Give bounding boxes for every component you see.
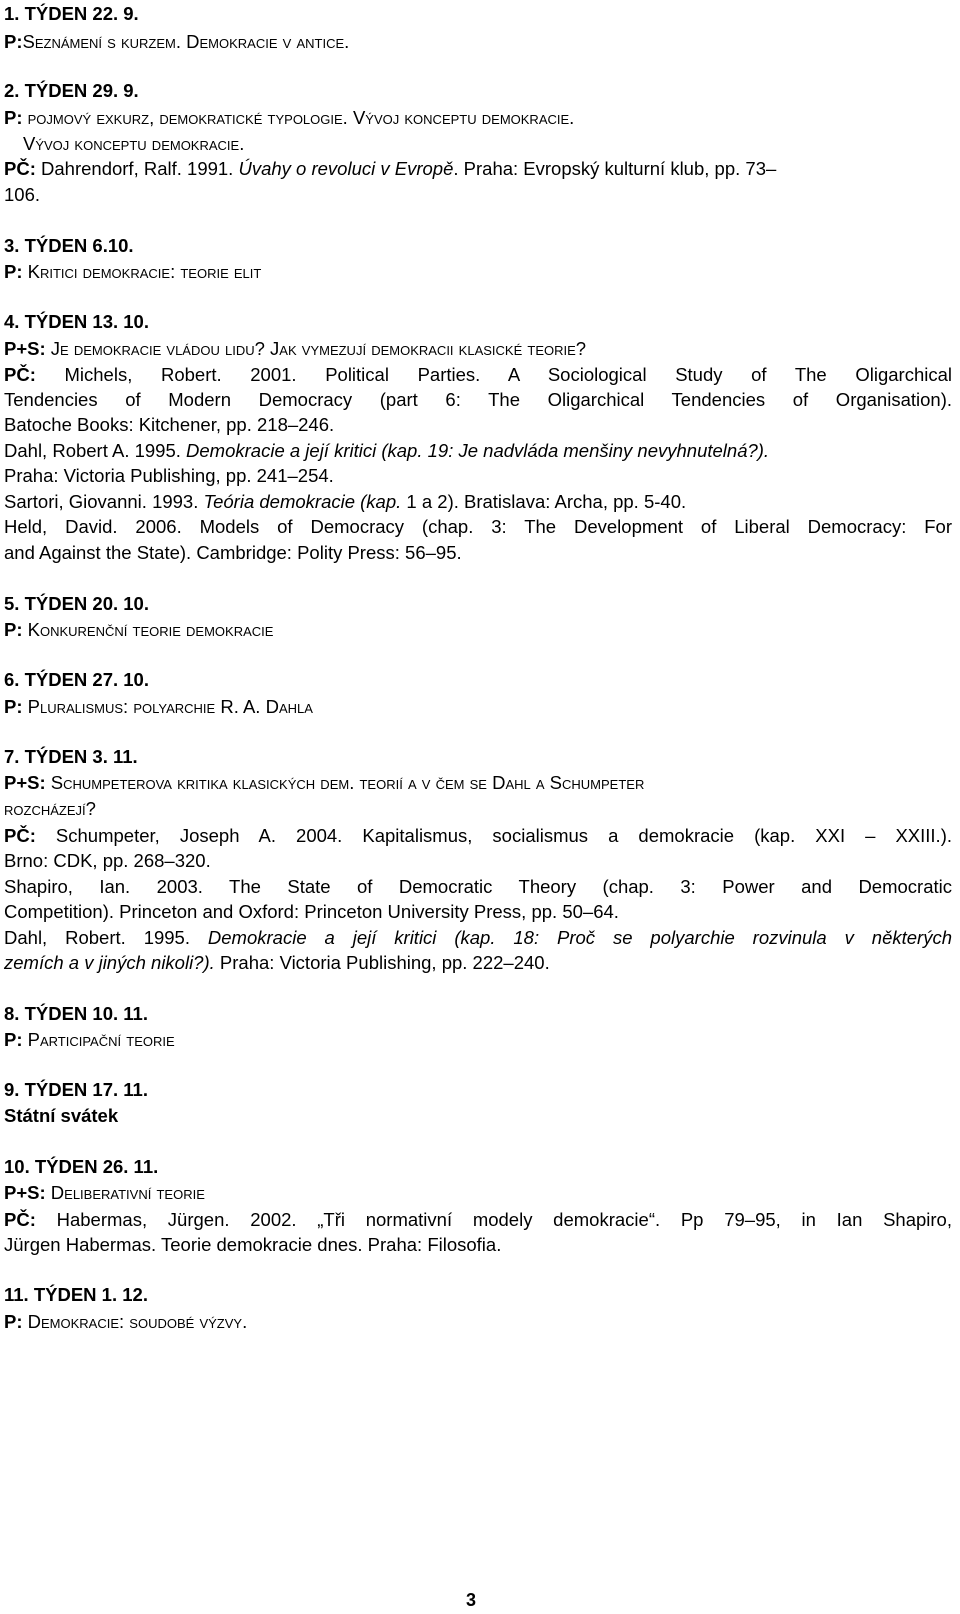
week-4-reading-1: PČ: Michels, Robert. 2001. Political Parties. A Sociological Study of The Oligarchical (4, 364, 952, 385)
week-7-heading: 7. TÝDEN 3. 11. (4, 746, 138, 767)
week-7-reading-2-cont: Competition). Princeton and Oxford: Princeton University Press, pp. 50–64. (4, 901, 619, 922)
week-4-heading: 4. TÝDEN 13. 10. (4, 311, 149, 332)
week-5-topic: P: Konkurenční teorie demokracie (4, 619, 274, 640)
week-10-reading-1: PČ: Habermas, Jürgen. 2002. „Tři normativní modely demokracie“. Pp 79–95, in Ian Shapiro, (4, 1209, 952, 1230)
week-7-reading-3: Dahl, Robert. 1995. Demokracie a její kritici (kap. 18: Proč se polyarchie rozvinula v některých (4, 927, 952, 948)
week-6-heading: 6. TÝDEN 27. 10. (4, 669, 149, 690)
week-11-heading: 11. TÝDEN 1. 12. (4, 1284, 148, 1305)
week-8-topic: P: Participační teorie (4, 1029, 175, 1050)
week-7-topic: P+S: Schumpeterova kritika klasických dem. teorií a v čem se Dahl a Schumpeter (4, 772, 645, 793)
week-4-reading-2: Dahl, Robert A. 1995. Demokracie a její kritici (kap. 19: Je nadvláda menšiny nevyhnutelná?). (4, 440, 770, 461)
week-7-reading-1: PČ: Schumpeter, Joseph A. 2004. Kapitalismus, socialismus a demokracie (kap. XXI – XXIII.). (4, 825, 952, 846)
week-4-reading-2-cont: Praha: Victoria Publishing, pp. 241–254. (4, 465, 334, 486)
week-4-reading-3: Sartori, Giovanni. 1993. Teória demokracie (kap. 1 a 2). Bratislava: Archa, pp. 5-40. (4, 491, 687, 512)
week-2-topic: P: pojmový exkurz, demokratické typologie. Vývoj konceptu demokracie. (4, 107, 575, 128)
week-2-reading-1: PČ: Dahrendorf, Ralf. 1991. Úvahy o revoluci v Evropě. Praha: Evropský kulturní klub, pp. 73– (4, 158, 777, 179)
week-9-heading: 9. TÝDEN 17. 11. (4, 1079, 148, 1100)
week-4-reading-1-cont: Tendencies of Modern Democracy (part 6: The Oligarchical Tendencies of Organisation). (4, 389, 952, 410)
week-2-reading-1-cont: 106. (4, 184, 41, 205)
week-9-topic: Státní svátek (4, 1105, 119, 1126)
week-5-heading: 5. TÝDEN 20. 10. (4, 593, 149, 614)
week-4-reading-1-cont2: Batoche Books: Kitchener, pp. 218–246. (4, 414, 335, 435)
week-6-topic: P: Pluralismus: polyarchie R. A. Dahla (4, 696, 313, 717)
week-1-topic: P:Seznámení s kurzem. Demokracie v antice. (4, 31, 350, 52)
week-3-topic: P: Kritici demokracie: teorie elit (4, 261, 262, 282)
week-7-topic-cont: rozcházejí? (4, 798, 96, 819)
week-8-heading: 8. TÝDEN 10. 11. (4, 1003, 148, 1024)
week-4-reading-4-cont: and Against the State). Cambridge: Polity Press: 56–95. (4, 542, 462, 563)
week-11-topic: P: Demokracie: soudobé výzvy. (4, 1311, 248, 1332)
week-1-heading: 1. TÝDEN 22. 9. (4, 3, 139, 24)
week-7-reading-2: Shapiro, Ian. 2003. The State of Democratic Theory (chap. 3: Power and Democratic (4, 876, 952, 897)
week-4-reading-4: Held, David. 2006. Models of Democracy (chap. 3: The Development of Liberal Democracy: For (4, 516, 952, 537)
week-7-reading-1-cont: Brno: CDK, pp. 268–320. (4, 850, 211, 871)
week-10-heading: 10. TÝDEN 26. 11. (4, 1156, 159, 1177)
week-10-topic: P+S: Deliberativní teorie (4, 1182, 205, 1203)
week-2-heading: 2. TÝDEN 29. 9. (4, 80, 139, 101)
week-10-reading-1-cont: Jürgen Habermas. Teorie demokracie dnes. Praha: Filosofia. (4, 1234, 502, 1255)
week-2-topic-cont: Vývoj konceptu demokracie. (23, 133, 245, 154)
week-3-heading: 3. TÝDEN 6.10. (4, 235, 134, 256)
week-7-reading-3-cont: zemích a v jiných nikoli?). Praha: Victoria Publishing, pp. 222–240. (4, 952, 550, 973)
page-number: 3 (466, 1590, 477, 1610)
week-4-topic: P+S: Je demokracie vládou lidu? Jak vymezují demokracii klasické teorie? (4, 338, 587, 359)
